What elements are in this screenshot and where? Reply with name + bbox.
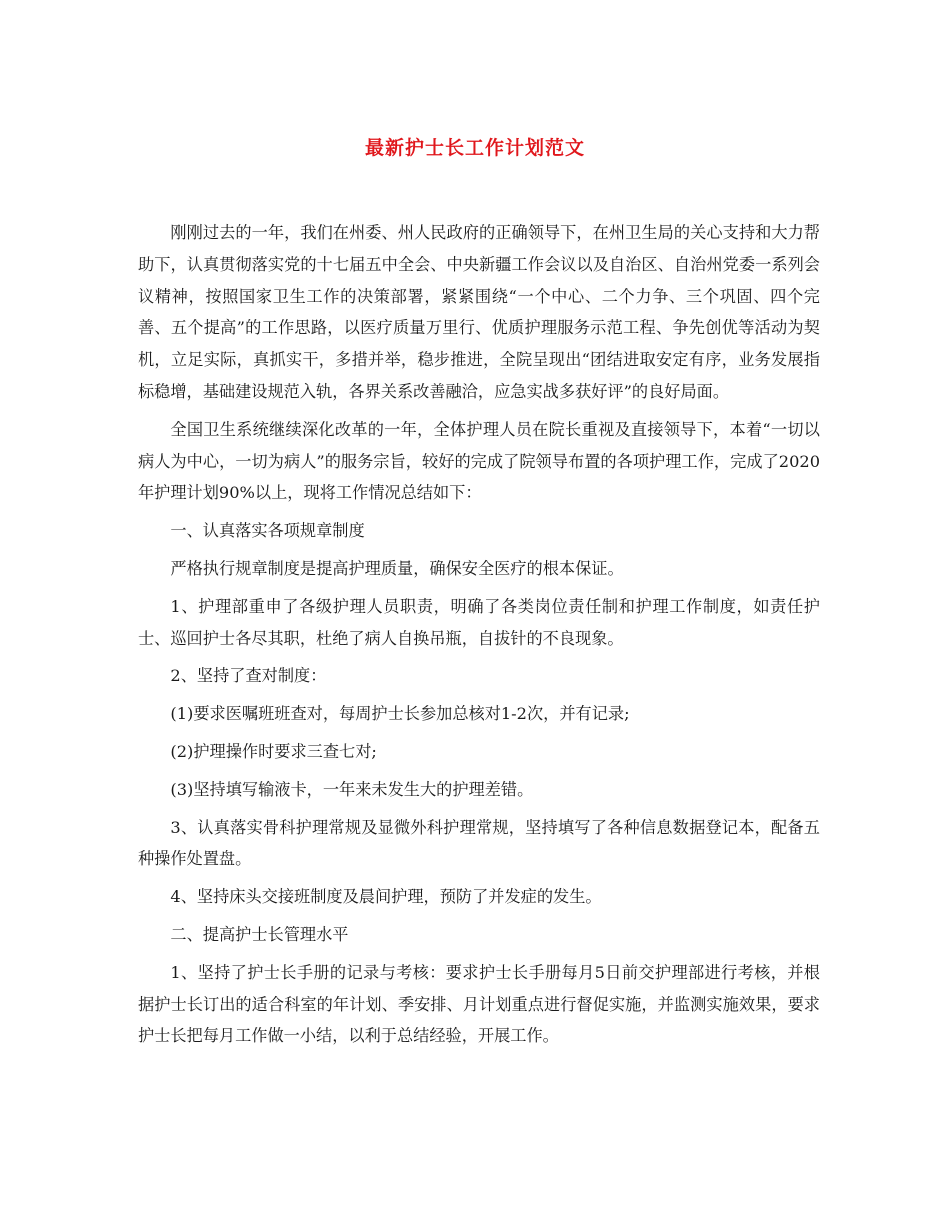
sub-item-1: (1)要求医嘱班班查对，每周护士长参加总核对1-2次，并有记录; <box>170 704 630 724</box>
list-item-5: 1、坚持了护士长手册的记录与考核：要求护士长手册每月5日前交护理部进行考核，并根据护士长订出的适合科室的年计划、季安排、月计划重点进行督促实施，并监测实施效果，要求护士长把每月工作做一小结，以利于总结经验，开展工作。 <box>138 962 820 1046</box>
document-title: 最新护士长工作计划范文 <box>364 136 585 159</box>
list-item-2: 2、坚持了查对制度： <box>170 666 327 686</box>
list-item-1: 1、护理部重申了各级护理人员职责，明确了各类岗位责任制和护理工作制度，如责任护士、巡回护士各尽其职，杜绝了病人自换吊瓶，自拔针的不良现象。 <box>138 596 820 648</box>
list-item-4: 4、坚持床头交接班制度及晨间护理，预防了并发症的发生。 <box>170 887 602 907</box>
document-body <box>138 217 820 1058</box>
section-heading-2: 二、提高护士长管理水平 <box>170 924 349 944</box>
paragraph-principle: 严格执行规章制度是提高护理质量，确保安全医疗的根本保证。 <box>170 558 624 578</box>
sub-item-3: (3)坚持填写输液卡，一年来未发生大的护理差错。 <box>170 779 534 799</box>
sub-item-2: (2)护理操作时要求三查七对; <box>170 741 377 761</box>
list-item-3: 3、认真落实骨科护理常规及显微外科护理常规，坚持填写了各种信息数据登记本，配备五种操作处置盘。 <box>138 817 820 869</box>
paragraph-intro: 刚刚过去的一年，我们在州委、州人民政府的正确领导下，在州卫生局的关心支持和大力帮助下，认真贯彻落实党的十七届五中全会、中央新疆工作会议以及自治区、自治州党委一系列会议精神，按照国家卫生工作的决策部署，紧紧围绕“一个中心、二个力争、三个巩固、四个完善、五个提高”的工作思路，以医疗质量万里行、优质护理服务示范工程、争先创优等活动为契机，立足实际，真抓实干，多措并举，稳步推进，全院呈现出“团结进取安定有序，业务发展指标稳增，基础建设规范入轨，各界关系改善融洽，应急实战多获好评”的良好局面。 <box>138 223 820 401</box>
paragraph-summary: 全国卫生系统继续深化改革的一年，全体护理人员在院长重视及直接领导下，本着“一切以病人为中心，一切为病人”的服务宗旨，较好的完成了院领导布置的各项护理工作，完成了2020年护理计划90%以上，现将工作情况总结如下： <box>138 419 820 503</box>
section-heading-1: 一、认真落实各项规章制度 <box>170 521 365 541</box>
